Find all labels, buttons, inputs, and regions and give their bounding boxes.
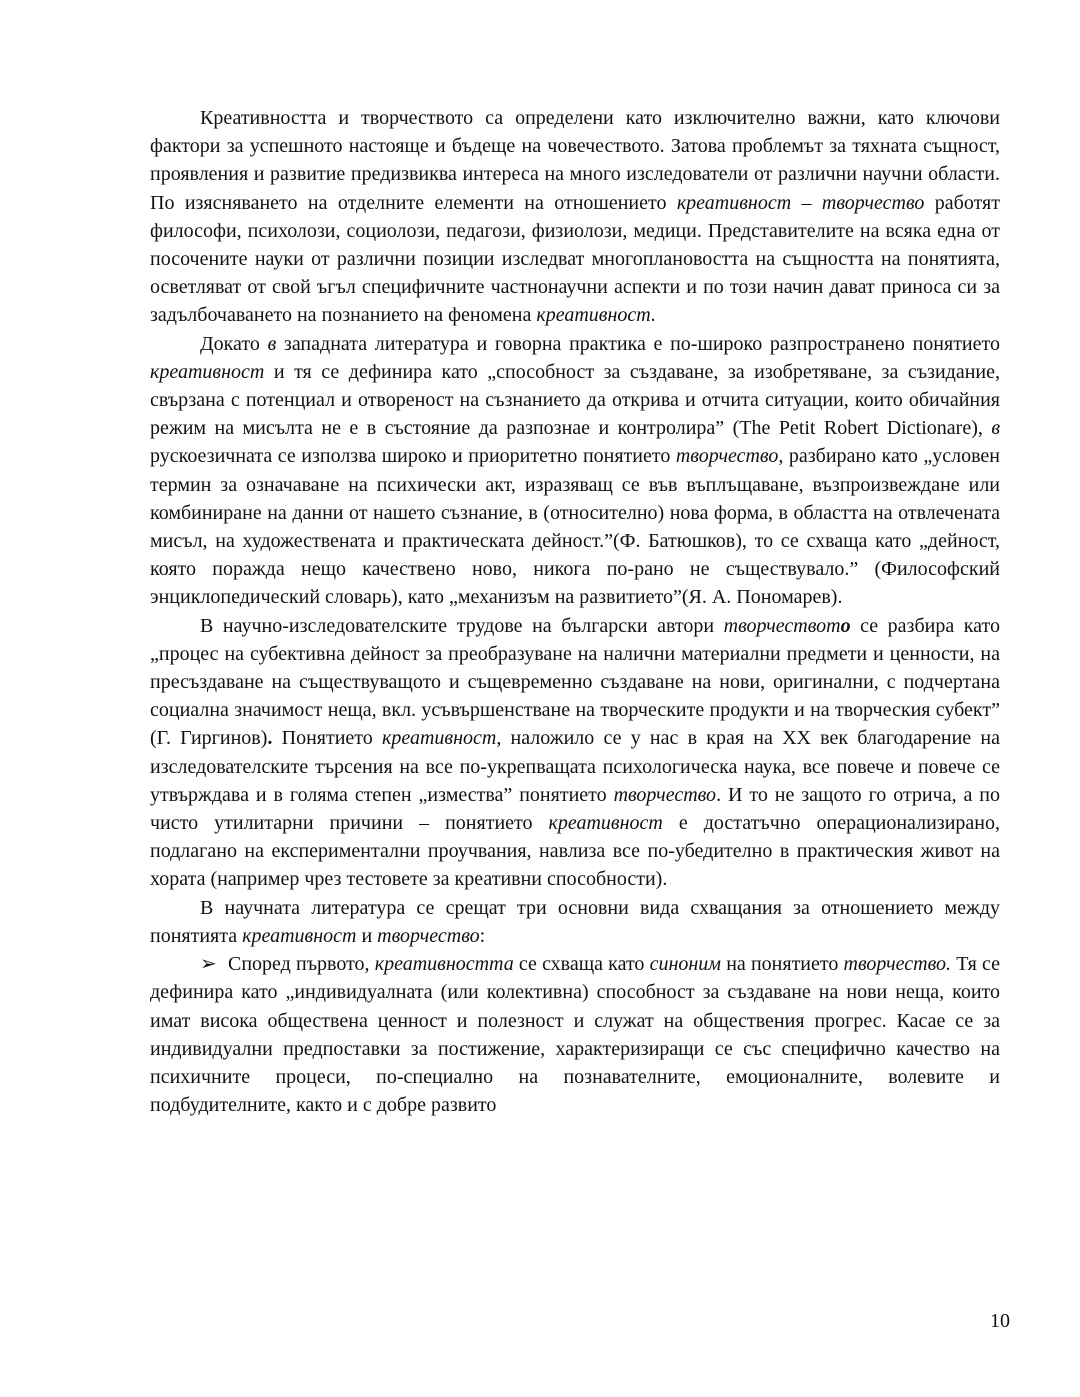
text-run: и тя се дефинира като „способност за създаване, за изобретяване, за съзидание, свързана с потенциал и отвореност на съзнанието да открива и отчита ситуации, които обичайния режим на мисълта не е в състояние да разпознае и контролира” (The Petit Robert Dictionare),: [150, 360, 1000, 440]
text-run: работят философи, психолози, социолози, педагози, физиолози, медици. Представителите на всяка една от посочените науки от различни позиции изследват многоплановостта на същността на понятията, осветляват от свой ъгъл специфичните частнонаучни аспекти и по този начин дават приноса си за задълбочаването на познанието на феномена: [150, 191, 1000, 327]
text-run: Понятието: [272, 727, 382, 750]
text-run: в: [991, 417, 1000, 440]
bullet-arrow-icon: ➢: [200, 953, 217, 976]
text-run: .: [267, 727, 273, 750]
text-run: креативност: [381, 727, 497, 750]
text-run: . И то не защото го отрича, а по чисто утилитарни причини – понятието: [150, 783, 1000, 835]
text-run: творчество.: [843, 953, 952, 976]
paragraph: [150, 894, 1000, 950]
text-run: креативност: [548, 812, 663, 835]
text-run: творчество: [675, 445, 779, 468]
text-run: се разбира като „процес на субективна дейност за преобразуване на налични материални предмети и ценности, на пресъздаване на съществуващото и същевременно създаване на нови, оригинални, с подчертана социална значимост неща, вкл. усъвършенстване на творческите продукти и на творческия субект” (Г. Гиргинов): [150, 614, 1000, 750]
text-run: креативност.: [536, 304, 656, 327]
text-run: , наложило се у нас в края на XX век благодарение на изследователските търсения на все по-укрепващата психологическа наука, все повече и повече се утвърждава и в голяма степен „измества” понятието: [150, 727, 1000, 806]
text-run: творчество: [377, 924, 480, 947]
text-run: на понятието: [721, 953, 844, 976]
text-run: Според първото,: [228, 953, 375, 976]
text-run: рускоезичната се използва широко и приоритетно понятието: [150, 445, 676, 468]
text-run: е достатъчно операционализирано, подлагано на експериментални проучвания, навлиза все по-убедително в практическия живот на хората (например чрез тестовете за креативни способности).: [150, 812, 1000, 891]
text-run: креативност: [150, 360, 265, 383]
text-run: творчествот: [723, 614, 841, 637]
text-run: западната литература и говорна практика е по-широко разпространено понятието: [276, 332, 1000, 355]
text-run: о: [840, 614, 851, 637]
text-run: Тя се дефинира като „индивидуалната (или колективна) способност за създаване на нови неща, които имат висока обществена ценност и полезност и служат на обществения прогрес. Касае се за индивидуални предпоставки за постижение, характеризиращи се със специфично качество на психичните процеси, по-специално на познавателните, емоционалните, волевите и подбудителните, както и с добре развито: [150, 953, 1000, 1117]
bullet-paragraph: [150, 950, 1000, 1119]
text-run: :: [479, 924, 486, 947]
text-run: креативност – творчество: [676, 191, 925, 214]
paragraph: [150, 612, 1000, 894]
paragraph: [150, 330, 1000, 612]
text-run: креативността: [374, 953, 514, 976]
text-run: Докато: [200, 332, 268, 355]
text-run: синоним: [649, 953, 722, 976]
text-run: В научната литература се срещат три основни вида схващания за отношението между понятията: [150, 896, 1000, 947]
document-body: [150, 104, 1000, 1119]
text-run: , разбирано като „условен термин за означаване на психически акт, изразяващ се във въплъщаване, възпроизвеждане или комбиниране на данни от нашето съзнание, в (относително) нова форма, в областта на отвлечената мисъл, на художествената и практическата дейност.”(Ф. Батюшков), то се схваща като „дейност, която поражда нещо качествено ново, никога по-рано не съществувало.” (Философский энциклопедический словарь), като „механизъм на развитието”(Я. А. Пономарев).: [150, 445, 1000, 609]
paragraph: [150, 104, 1000, 330]
text-run: креативност: [242, 924, 357, 947]
text-run: се схваща като: [513, 953, 650, 976]
text-run: и: [356, 924, 378, 947]
page-number: 10: [990, 1310, 1010, 1332]
text-run: Креативността и творчеството са определени като изключително важни, като ключови фактори за успешното настояще и бъдеще на човечеството. Затова проблемът за тяхната същност, проявления и развитие предизвиква интереса на много изследователи от различни научни области. По изясняването на отделните елементи на отношението: [150, 107, 1000, 214]
text-run: в: [267, 332, 277, 355]
text-run: творчество: [613, 783, 717, 806]
text-run: В научно-изследователските трудове на български автори: [200, 614, 724, 637]
